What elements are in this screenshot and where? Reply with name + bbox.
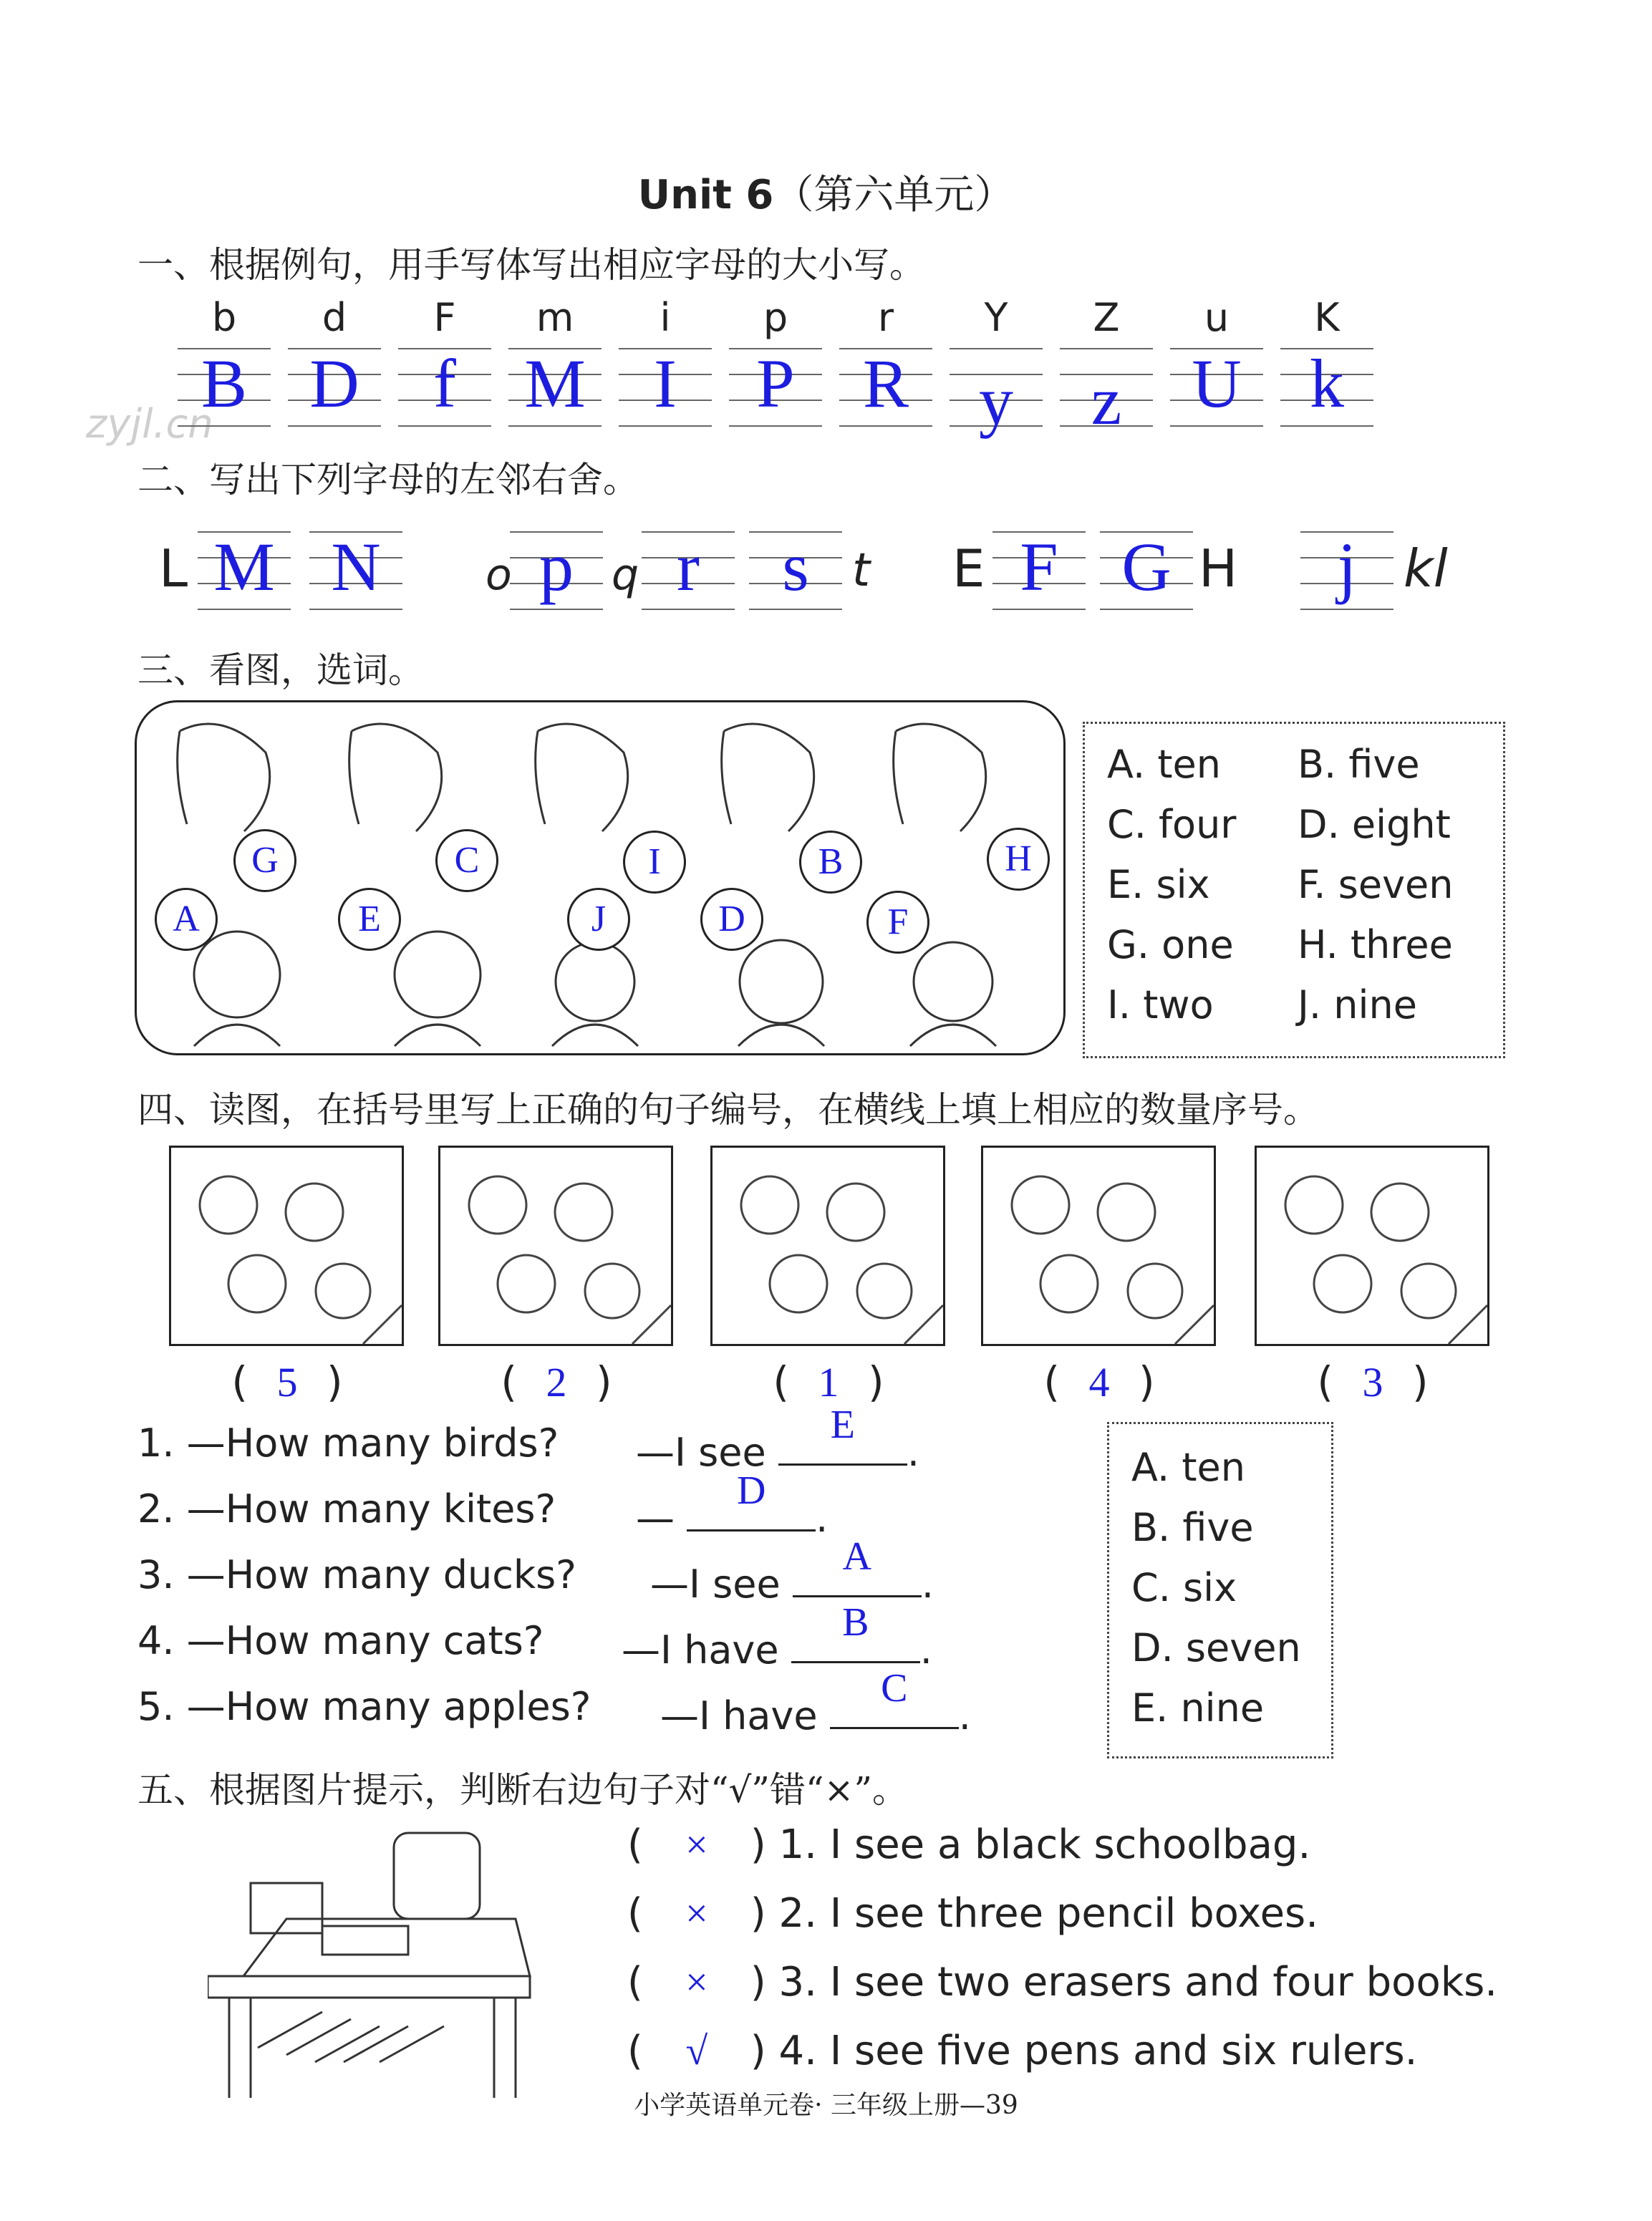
desk-illustration xyxy=(208,1811,537,2098)
word-option: C. four xyxy=(1107,802,1237,847)
neighbor-blank: r xyxy=(642,531,735,610)
desk-picture xyxy=(208,1811,537,2101)
neighbor-blank: G xyxy=(1100,531,1193,610)
word-option: F. seven xyxy=(1298,862,1454,907)
letter-writing-lines xyxy=(729,345,822,427)
neighbor-blank: N xyxy=(309,531,402,610)
judgement-item: ( × ) 3. I see two erasers and four books. xyxy=(627,1959,1498,2005)
hand-label-circle: G xyxy=(233,829,296,892)
hand-label-circle: C xyxy=(435,829,498,892)
neighbor-blank: M xyxy=(198,531,291,610)
title-unit: Unit 6 xyxy=(637,172,774,218)
neighbor-right-t: t xyxy=(852,544,871,597)
judgement-item: ( × ) 2. I see three pencil boxes. xyxy=(627,1890,1319,1937)
neighbor-left-o: o xyxy=(486,550,512,600)
letter-writing-lines xyxy=(1170,345,1263,427)
answer-letter: B xyxy=(201,345,248,422)
picture-answer-parentheses: ( 3 ) xyxy=(1317,1358,1429,1406)
count-picture xyxy=(169,1146,404,1346)
word-option: D. eight xyxy=(1298,802,1451,847)
person-label-circle: A xyxy=(155,888,218,951)
count-question: 3. —How many ducks? xyxy=(137,1552,576,1597)
answer-letter: R xyxy=(862,345,909,422)
letter-writing-lines xyxy=(288,345,381,427)
count-option: C. six xyxy=(1131,1565,1237,1610)
count-response: — D . xyxy=(636,1468,829,1541)
letter-writing-lines xyxy=(619,345,712,427)
count-option: B. five xyxy=(1131,1505,1254,1550)
hand-label-circle: I xyxy=(623,831,686,894)
picture-answer-parentheses: ( 1 ) xyxy=(773,1358,884,1406)
given-letter: p xyxy=(763,295,788,340)
given-letter: K xyxy=(1314,295,1340,340)
count-option: A. ten xyxy=(1131,1445,1245,1490)
count-picture xyxy=(710,1146,945,1346)
picture-answer-parentheses: ( 4 ) xyxy=(1043,1358,1155,1406)
watermark: zyjl.cn xyxy=(86,401,213,447)
neighbor-left-E: E xyxy=(952,538,985,599)
page-title xyxy=(0,163,1652,221)
answer-letter: D xyxy=(309,345,359,422)
picture-answer-parentheses: ( 2 ) xyxy=(501,1358,612,1406)
word-option: G. one xyxy=(1107,922,1234,967)
count-option: E. nine xyxy=(1131,1685,1265,1731)
letter-writing-lines xyxy=(1060,348,1153,439)
letter-writing-lines xyxy=(950,348,1043,439)
letter-writing-lines xyxy=(839,345,932,427)
neighbor-blank: F xyxy=(992,531,1086,610)
given-letter: m xyxy=(536,295,574,340)
answer-letter: I xyxy=(654,345,677,422)
judgement-item: ( √ ) 4. I see five pens and six rulers. xyxy=(627,2028,1418,2074)
count-picture xyxy=(1255,1146,1489,1346)
answer-letter: y xyxy=(979,362,1013,439)
count-question: 1. —How many birds? xyxy=(137,1421,559,1466)
picture-answer-parentheses: ( 5 ) xyxy=(231,1358,343,1406)
hand-label-circle: H xyxy=(987,828,1050,891)
count-picture xyxy=(438,1146,673,1346)
person-label-circle: D xyxy=(700,888,763,951)
answer-letter: U xyxy=(1192,345,1242,422)
answer-letter: M xyxy=(524,345,586,422)
count-question: 5. —How many apples? xyxy=(137,1684,591,1729)
letter-writing-lines xyxy=(398,345,491,427)
title-cn: （第六单元） xyxy=(773,172,1015,218)
count-question: 4. —How many cats? xyxy=(137,1618,544,1663)
word-option: J. nine xyxy=(1298,982,1417,1027)
word-option: I. two xyxy=(1107,982,1214,1027)
person-label-circle: E xyxy=(338,888,401,951)
section-4-heading: 四、读图，在括号里写上正确的句子编号，在横线上填上相应的数量序号。 xyxy=(137,1089,1319,1131)
page-footer: 小学英语单元卷· 三年级上册—39 xyxy=(634,2091,1018,2120)
neighbor-blank: p xyxy=(510,531,603,610)
given-letter: F xyxy=(433,295,456,340)
section-1-heading: 一、根据例句，用手写体写出相应字母的大小写。 xyxy=(137,244,925,286)
neighbor-left-L: L xyxy=(159,538,188,599)
count-response: —I have B . xyxy=(622,1600,932,1673)
person-label-circle: J xyxy=(567,888,630,951)
letter-writing-lines xyxy=(178,345,271,427)
given-letter: r xyxy=(877,295,894,340)
letter-writing-lines xyxy=(508,345,602,427)
answer-letter: z xyxy=(1091,362,1122,439)
given-letter: b xyxy=(211,295,237,340)
letter-writing-lines xyxy=(1280,345,1373,427)
word-option: H. three xyxy=(1298,922,1453,967)
count-response: —I see E . xyxy=(636,1403,920,1475)
given-letter: d xyxy=(322,295,347,340)
judgement-item: ( × ) 1. I see a black schoolbag. xyxy=(627,1821,1311,1868)
neighbor-blank: j xyxy=(1300,531,1393,610)
section-5-heading: 五、根据图片提示，判断右边句子对“√”错“×”。 xyxy=(137,1769,909,1811)
neighbor-right-kl: kl xyxy=(1404,538,1448,599)
neighbor-right-H: H xyxy=(1199,538,1238,599)
count-question: 2. —How many kites? xyxy=(137,1486,556,1532)
person-label-circle: F xyxy=(866,891,929,954)
word-option: E. six xyxy=(1107,862,1210,907)
answer-letter: k xyxy=(1310,345,1344,422)
count-option: D. seven xyxy=(1131,1625,1301,1670)
neighbor-mid-q: q xyxy=(612,550,639,600)
count-response: —I see A . xyxy=(650,1534,934,1607)
given-letter: Y xyxy=(984,295,1008,340)
count-response: —I have C . xyxy=(660,1666,971,1738)
neighbor-blank: s xyxy=(749,531,842,610)
word-option: B. five xyxy=(1298,742,1420,787)
answer-letter: f xyxy=(433,345,456,422)
count-picture xyxy=(981,1146,1216,1346)
given-letter: i xyxy=(660,295,671,340)
answer-letter: P xyxy=(756,345,795,422)
section-2-heading: 二、写出下列字母的左邻右舍。 xyxy=(137,459,639,500)
hand-label-circle: B xyxy=(799,831,862,894)
given-letter: u xyxy=(1204,295,1230,340)
word-option: A. ten xyxy=(1107,742,1221,787)
given-letter: Z xyxy=(1093,295,1120,340)
section-3-heading: 三、看图，选词。 xyxy=(137,649,424,691)
